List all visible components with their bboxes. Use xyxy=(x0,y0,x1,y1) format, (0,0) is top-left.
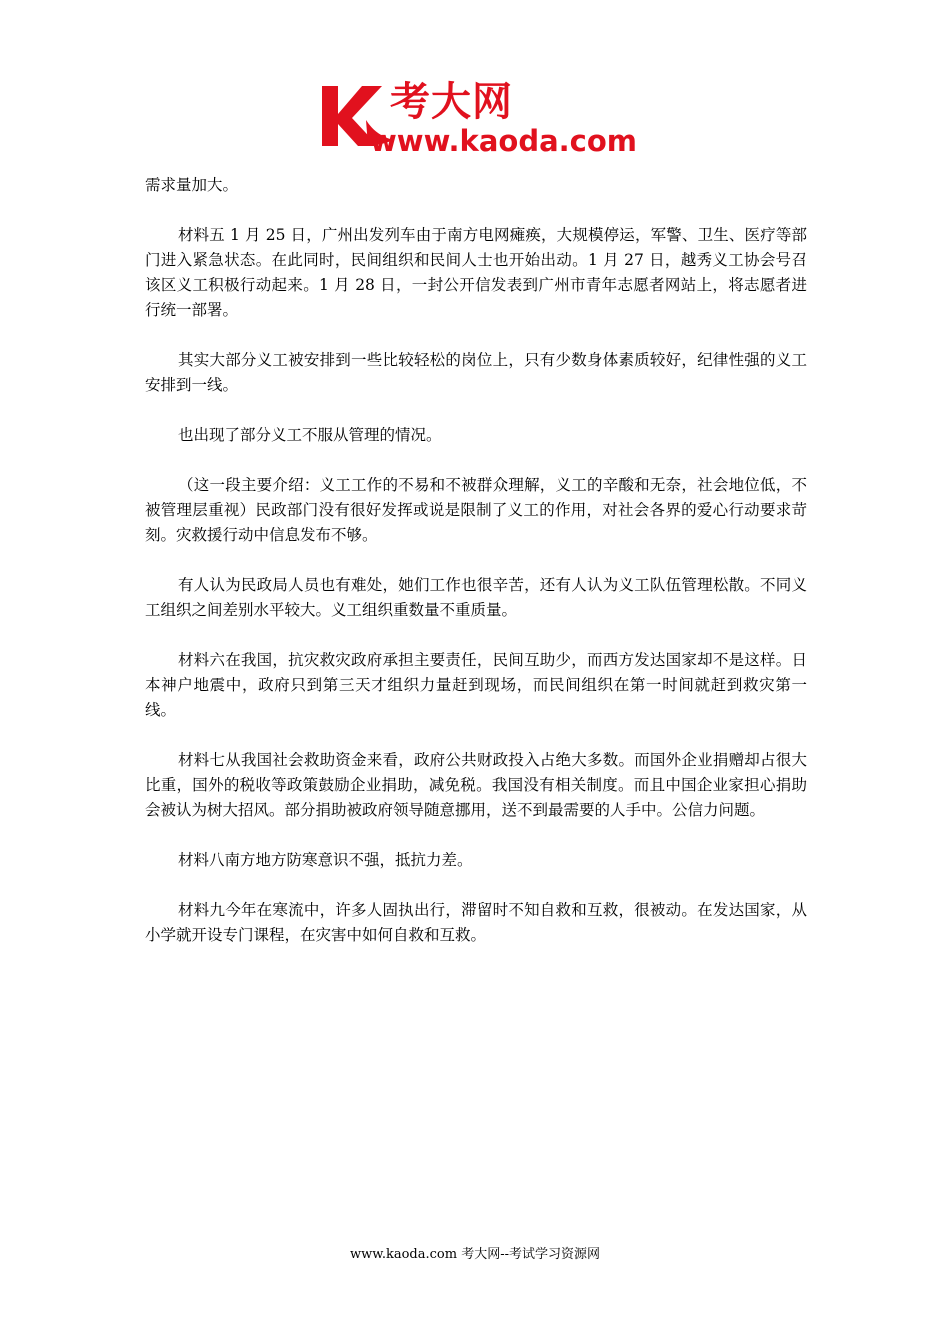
paragraph-volunteer-management: 也出现了部分义工不服从管理的情况。 xyxy=(178,426,442,444)
paragraph-material-8: 材料八南方地方防寒意识不强，抵抗力差。 xyxy=(178,851,473,869)
document-body xyxy=(145,173,807,973)
paragraph-material-5: 材料五 1 月 25 日，广州出发列车由于南方电网瘫痪，大规模停运，军警、卫生、医疗等部门进入紧急状态。在此同时，民间组织和民间人士也开始出动。1 月 27 日，越秀义工协会号召该区义工积极行动起来。1 月 28 日，一封公开信发表到广州市青年志愿者网站上，将志愿者进行统一部署。 xyxy=(145,226,807,319)
kaoda-logo xyxy=(318,80,638,160)
paragraph-material-9: 材料九今年在寒流中，许多人固执出行，滞留时不知自救和互救，很被动。在发达国家，从小学就开设专门课程，在灾害中如何自救和互救。 xyxy=(145,901,807,944)
logo-url-text: www.kaoda.com xyxy=(370,124,637,158)
page-footer: www.kaoda.com 考大网--考试学习资源网 xyxy=(350,1247,600,1262)
paragraph-material-7: 材料七从我国社会救助资金来看，政府公共财政投入占绝大多数。而国外企业捐赠却占很大比重，国外的税收等政策鼓励企业捐助，减免税。我国没有相关制度。而且中国企业家担心捐助会被认为树大招风。部分捐助被政府领导随意挪用，送不到最需要的人手中。公信力问题。 xyxy=(145,751,807,819)
paragraph-summary-note: （这一段主要介绍：义工工作的不易和不被群众理解，义工的辛酸和无奈，社会地位低，不被管理层重视）民政部门没有很好发挥或说是限制了义工的作用，对社会各界的爱心行动要求苛刻。灾救援行动中信息发布不够。 xyxy=(145,476,807,544)
paragraph-continuation: 需求量加大。 xyxy=(145,176,239,194)
logo-chinese-text: 考大网 xyxy=(390,79,513,125)
paragraph-opinions: 有人认为民政局人员也有难处，她们工作也很辛苦，还有人认为义工队伍管理松散。不同义工组织之间差别水平较大。义工组织重数量不重质量。 xyxy=(145,576,807,619)
paragraph-volunteer-assignment: 其实大部分义工被安排到一些比较轻松的岗位上，只有少数身体素质较好，纪律性强的义工安排到一线。 xyxy=(145,351,807,394)
paragraph-material-6: 材料六在我国，抗灾救灾政府承担主要责任，民间互助少，而西方发达国家却不是这样。日本神户地震中，政府只到第三天才组织力量赶到现场，而民间组织在第一时间就赶到救灾第一线。 xyxy=(145,651,807,719)
